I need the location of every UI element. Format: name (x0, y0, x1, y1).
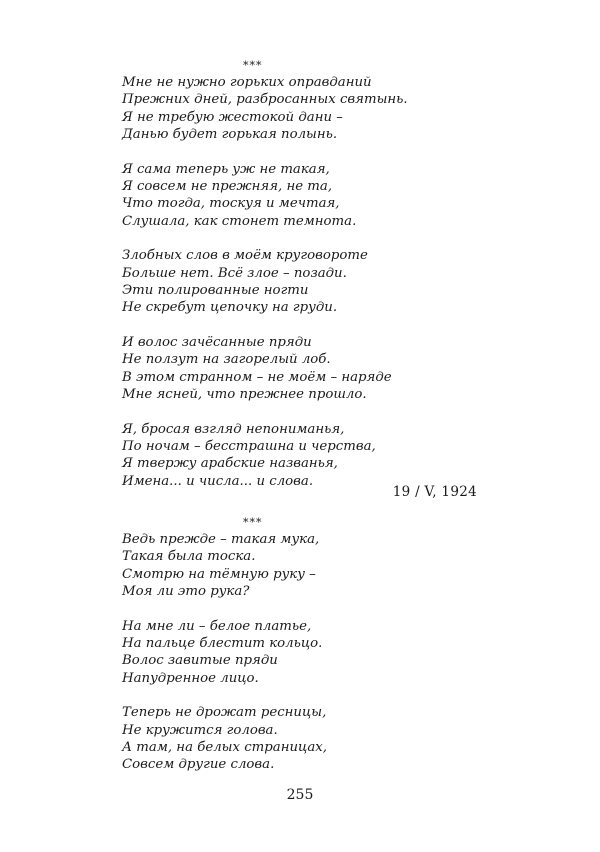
poem-line: Злобных слов в моём круговороте (122, 248, 368, 264)
poem-line: Моя ли это рука? (122, 583, 250, 599)
stanza-4 (122, 334, 482, 403)
poem-line: Совсем другие слова. (122, 757, 275, 773)
poem-date: 19 / V, 1924 (392, 484, 477, 500)
poem-line: Что тогда, тоскуя и мечтая, (122, 196, 340, 212)
poem-line: Мне ясней, что прежнее прошло. (122, 386, 367, 402)
poem-1 (122, 60, 482, 507)
stanza-1 (122, 531, 482, 600)
poem-line: Я, бросая взгляд непониманья, (122, 421, 345, 437)
poem-line: Не ползут на загорелый лоб. (122, 352, 331, 368)
poem-line: На мне ли – белое платье, (122, 618, 312, 634)
poem-line: Не скребут цепочку на груди. (122, 300, 338, 316)
poem-line: Ведь прежде – такая мука, (122, 532, 320, 547)
poem-line: По ночам – бесстрашна и черства, (122, 439, 376, 455)
poem-line: Данью будет горькая полынь. (122, 126, 338, 142)
poem-line: А там, на белых страницах, (122, 739, 327, 755)
poem-separator: *** (243, 516, 263, 529)
poem-2 (122, 517, 482, 791)
stanza-2 (122, 161, 482, 230)
poem-line: Я не требую жестокой дани – (122, 109, 343, 125)
stanza-2 (122, 618, 482, 687)
poem-line: И волос зачёсанные пряди (122, 335, 312, 351)
poem-line: Я твержу арабские названья, (122, 456, 338, 472)
poem-line: В этом странном – не моём – наряде (122, 369, 392, 385)
poem-line: Напудренное лицо. (122, 670, 259, 686)
stanza-5 (122, 421, 482, 490)
poem-line: Эти полированные ногти (122, 282, 309, 298)
poem-line: Прежних дней, разбросанных святынь. (122, 92, 408, 108)
stanza-1 (122, 74, 482, 143)
poem-line: Не кружится голова. (122, 722, 278, 738)
poem-line: Смотрю на тёмную руку – (122, 566, 316, 582)
poem-line: Я совсем не прежняя, не та, (122, 178, 333, 194)
poem-line: Теперь не дрожат ресницы, (122, 705, 327, 721)
poem-line: Имена... и числа... и слова. (122, 473, 314, 489)
stanza-3 (122, 704, 482, 773)
poem-separator: *** (243, 59, 263, 72)
stanza-3 (122, 247, 482, 316)
poem-line: Больше нет. Всё злое – позади. (122, 265, 347, 281)
poem-line: Слушала, как стонет темнота. (122, 213, 357, 229)
poem-line: Такая была тоска. (122, 549, 256, 565)
poem-line: Волос завитые пряди (122, 653, 278, 669)
poem-line: Я сама теперь уж не такая, (122, 161, 330, 177)
page-number: 255 (286, 787, 314, 803)
poem-line: На пальце блестит кольцо. (122, 635, 323, 651)
poem-line: Мне не нужно горьких оправданий (122, 75, 372, 90)
